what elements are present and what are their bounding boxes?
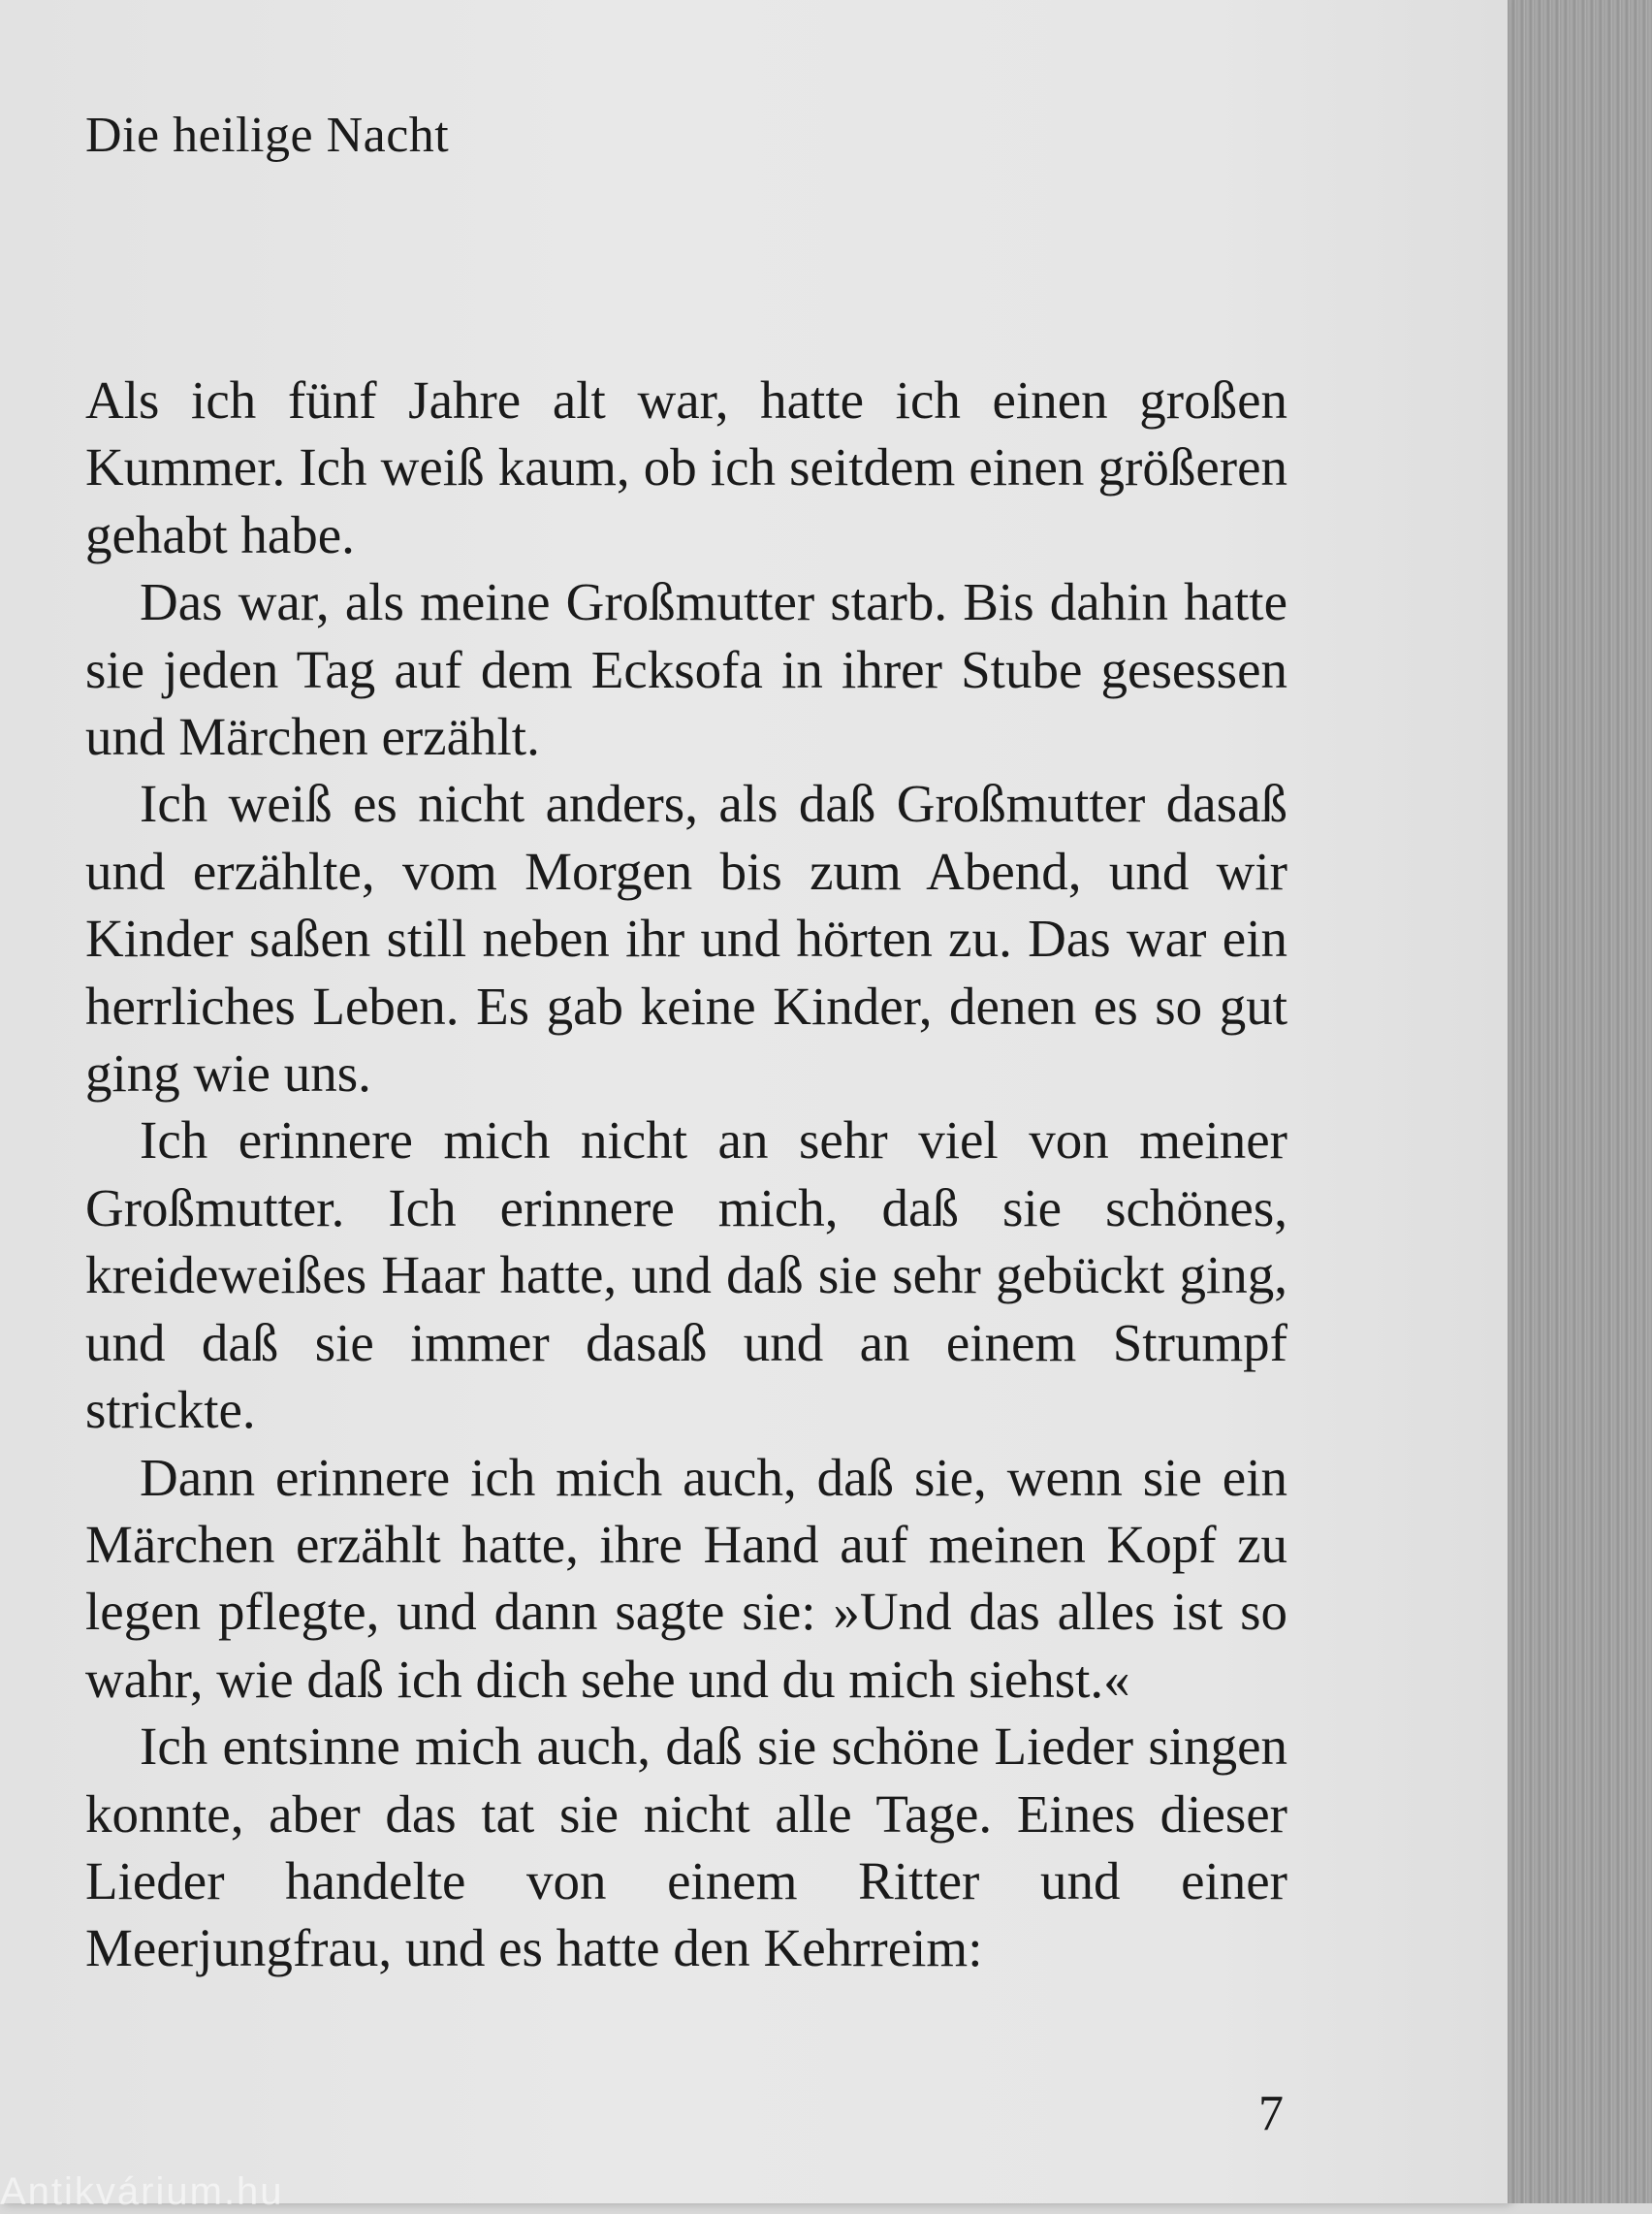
paragraph-2: Das war, als meine Großmutter starb. Bis dahin hatte sie jeden Tag auf dem Ecksofa in ihrer Stube gesessen und Märchen erzählt.: [85, 572, 1287, 767]
running-title: Die heilige Nacht: [85, 108, 450, 163]
paragraph-5: Dann erinnere ich mich auch, daß sie, wenn sie ein Märchen erzählt hatte, ihre Hand auf meinen Kopf zu legen pflegte, und dann sagte sie: »Und das alles ist so wahr, wie daß ich dich sehe und du mich siehst.«: [85, 1447, 1287, 1709]
paragraph-6: Ich entsinne mich auch, daß sie schöne Lieder singen konnte, aber das tat sie nicht alle Tage. Eines dieser Lieder handelte von einem Ritter und einer Meerjungfrau, und es hatte den Kehrreim:: [85, 1717, 1287, 1978]
paragraph-3: Ich weiß es nicht anders, als daß Großmutter dasaß und erzählte, vom Morgen bis zum Abend, und wir Kinder saßen still neben ihr und hörten zu. Das war ein herrliches Leben. Es gab keine Kinder, denen es so gut ging wie uns.: [85, 774, 1287, 1104]
paragraph-1: Als ich fünf Jahre alt war, hatte ich einen großen Kummer. Ich weiß kaum, ob ich seitdem einen größeren gehabt habe.: [85, 370, 1287, 564]
paragraph-4: Ich erinnere mich nicht an sehr viel von meiner Großmutter. Ich erinnere mich, daß sie schönes, kreideweißes Haar hatte, und daß sie sehr gebückt ging, und daß sie immer dasaß und an einem Strumpf strickte.: [85, 1110, 1287, 1440]
body-text: [85, 367, 1287, 1982]
backing-surface: [1508, 0, 1652, 2203]
page-number: 7: [1258, 2086, 1284, 2141]
watermark-text: Antikvárium.hu: [0, 2170, 284, 2213]
